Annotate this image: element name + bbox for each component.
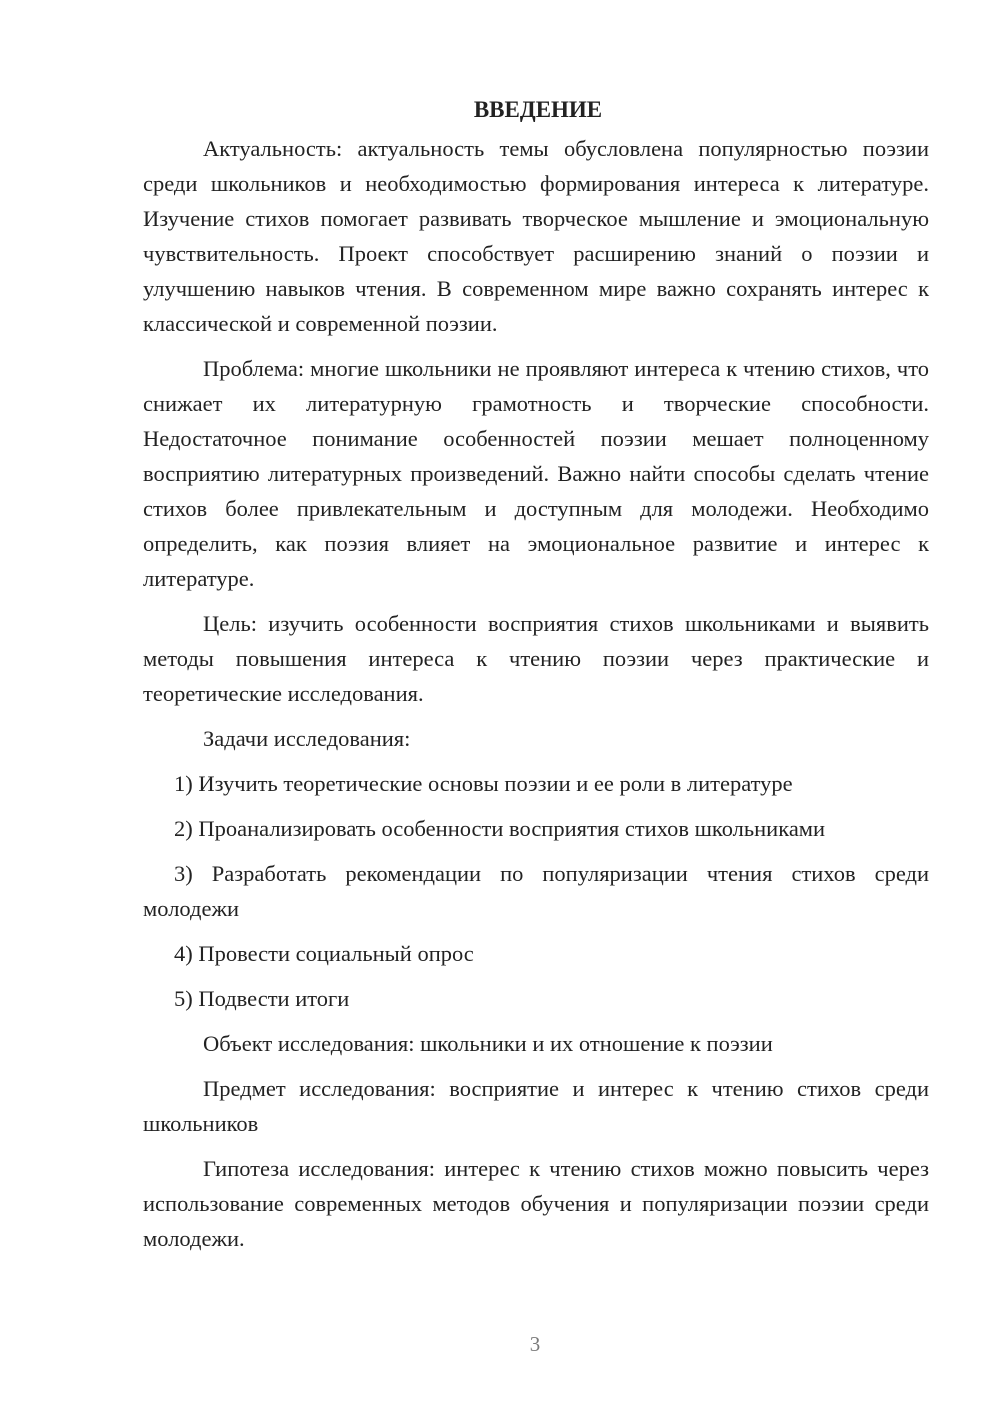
object-paragraph: Объект исследования: школьники и их отношение к поэзии [203,1031,773,1056]
page-content [143,92,929,1266]
hypothesis-paragraph: Гипотеза исследования: интерес к чтению стихов можно повысить через использование современных методов обучения и популяризации поэзии среди молодежи. [143,1156,929,1251]
list-item: 3) Разработать рекомендации по популяризации чтения стихов среди молодежи [143,861,929,921]
subject-paragraph: Предмет исследования: восприятие и интерес к чтению стихов среди школьников [143,1076,929,1136]
goal-paragraph: Цель: изучить особенности восприятия стихов школьниками и выявить методы повышения интереса к чтению поэзии через практические и теоретические исследования. [143,611,929,706]
list-item: 4) Провести социальный опрос [174,941,474,966]
list-item: 2) Проанализировать особенности восприятия стихов школьниками [174,816,826,841]
list-item: 5) Подвести итоги [174,986,350,1011]
list-item: 1) Изучить теоретические основы поэзии и ее роли в литературе [174,771,793,796]
tasks-heading: Задачи исследования: [203,726,411,751]
page-title: ВВЕДЕНИЕ [473,97,603,122]
relevance-paragraph: Актуальность: актуальность темы обусловлена популярностью поэзии среди школьников и необходимостью формирования интереса к литературе. Изучение стихов помогает развивать творческое мышление и эмоциональную чувствительность. Проект способствует расширению знаний о поэзии и улучшению навыков чтения. В современном мире важно сохранять интерес к классической и современной поэзии. [143,136,929,336]
problem-paragraph: Проблема: многие школьники не проявляют интереса к чтению стихов, что снижает их литературную грамотность и творческие способности. Недостаточное понимание особенностей поэзии мешает полноценному восприятию литературных произведений. Важно найти способы сделать чтение стихов более привлекательным и доступным для молодежи. Необходимо определить, как поэзия влияет на эмоциональное развитие и интерес к литературе. [143,356,929,591]
tasks-list [143,766,929,1016]
page-number: 3 [529,1332,541,1356]
